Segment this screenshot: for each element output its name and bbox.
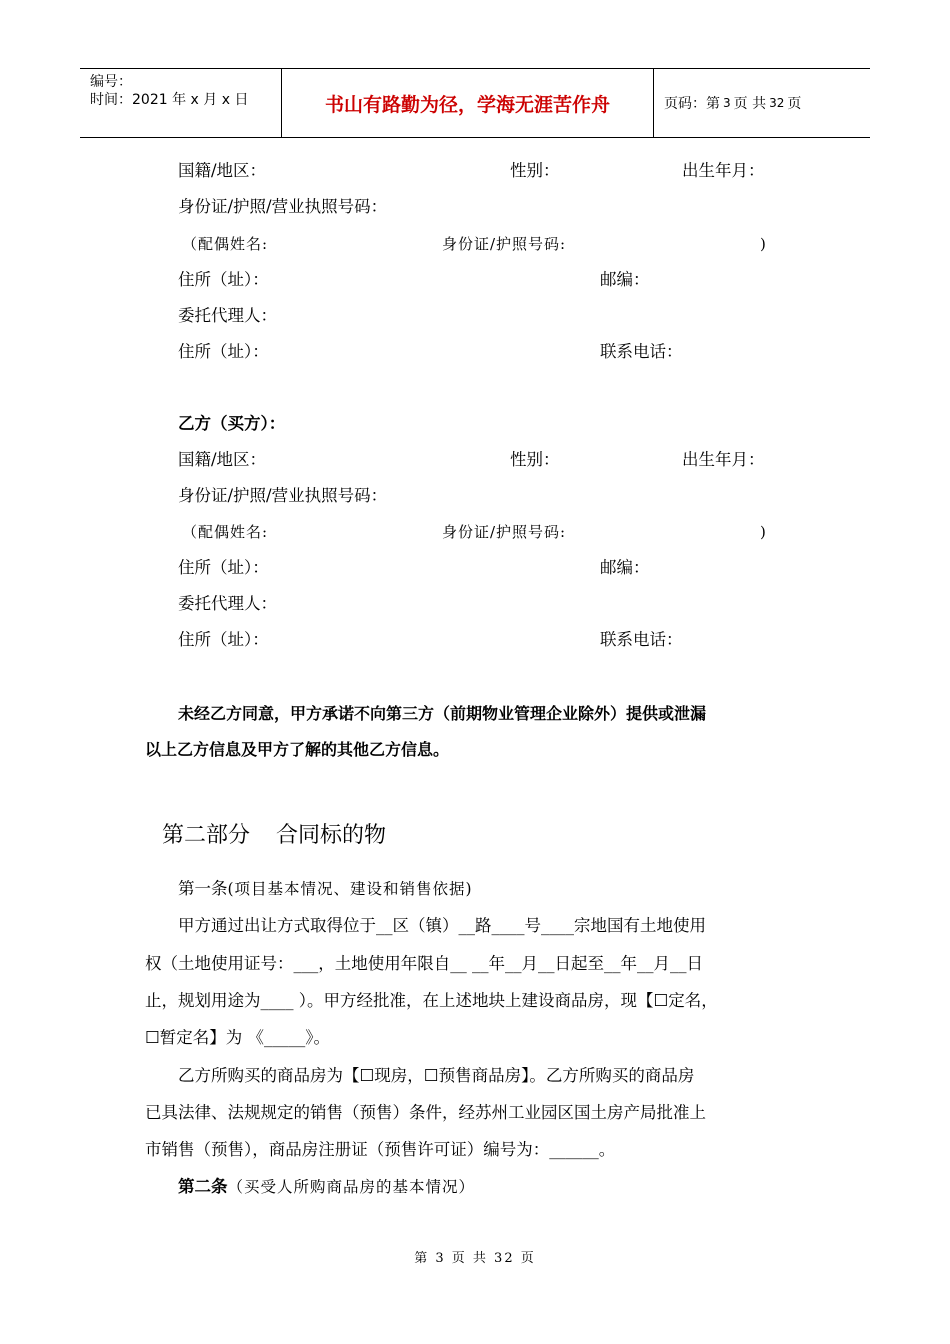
page-current: 3 bbox=[723, 96, 731, 110]
page-suffix: 页 bbox=[787, 96, 802, 112]
page-footer: 第 3 页 共 32 页 bbox=[414, 1251, 536, 1266]
buyer-gender: 性别： bbox=[510, 450, 560, 469]
header-motto: 书山有路勤为径，学海无涯苦作舟 bbox=[282, 69, 654, 137]
part2-heading bbox=[162, 818, 386, 849]
buyer-birth: 出生年月： bbox=[682, 450, 765, 469]
article1-p1-line-3: 止，规划用途为____ ）。甲方经批准，在上述地块上建设商品房，现【☐定名， bbox=[145, 991, 718, 1010]
article2-heading bbox=[178, 1176, 475, 1198]
seller-postcode: 邮编： bbox=[600, 270, 650, 289]
seller-birth: 出生年月： bbox=[682, 161, 765, 180]
page-total: 32 bbox=[769, 96, 785, 110]
header-table bbox=[80, 68, 870, 138]
article1-p2-line-3: 市销售（预售），商品房注册证（预售许可证）编号为：______。 bbox=[145, 1140, 616, 1159]
article1-p1-line-4: ☐暂定名】为 《_____》。 bbox=[145, 1028, 331, 1047]
header-page-info bbox=[654, 69, 870, 137]
page-prefix: 页码：第 bbox=[664, 96, 720, 112]
article1-p2-line-2: 已具法律、法规规定的销售（预售）条件，经苏州工业园区国土房产局批准上 bbox=[145, 1103, 706, 1122]
buyer-agent-address: 住所（址）： bbox=[178, 630, 269, 649]
article1-title-note: (项目基本情况、建设和销售依据) bbox=[227, 880, 473, 898]
part2-part: 第二部分 bbox=[162, 823, 251, 848]
buyer-postcode: 邮编： bbox=[600, 558, 650, 577]
seller-phone: 联系电话： bbox=[600, 342, 683, 361]
seller-id-number: 身份证/护照/营业执照号码： bbox=[178, 197, 388, 216]
article1-p2-line-1: 乙方所购买的商品房为【☐现房，☐预售商品房】。乙方所购买的商品房 bbox=[178, 1066, 695, 1085]
part2-title: 合同标的物 bbox=[276, 823, 387, 848]
seller-agent: 委托代理人： bbox=[178, 306, 277, 325]
seller-nationality: 国籍/地区： bbox=[178, 161, 267, 180]
buyer-id-number: 身份证/护照/营业执照号码： bbox=[178, 486, 388, 505]
seller-spouse-id: 身份证/护照号码: bbox=[442, 235, 567, 253]
buyer-phone: 联系电话： bbox=[600, 630, 683, 649]
article1-p1-line-1: 甲方通过出让方式取得位于__区（镇）__路____号____宗地国有土地使用 bbox=[178, 916, 706, 935]
buyer-agent: 委托代理人： bbox=[178, 594, 277, 613]
buyer-nationality: 国籍/地区： bbox=[178, 450, 267, 469]
article1-title: 第一条 bbox=[178, 879, 228, 898]
privacy-line-2: 以上乙方信息及甲方了解的其他乙方信息。 bbox=[145, 740, 450, 759]
buyer-address: 住所（址）： bbox=[178, 558, 269, 577]
seller-agent-address: 住所（址）： bbox=[178, 342, 269, 361]
serial-label: 编号： bbox=[90, 74, 132, 90]
seller-spouse-close: ) bbox=[760, 235, 767, 253]
seller-spouse-name: （配偶姓名: bbox=[182, 235, 269, 253]
article1-p1-line-2: 权（土地使用证号：___，土地使用年限自__ __年__月__日起至__年__月__日 bbox=[145, 954, 703, 973]
article1-heading bbox=[178, 878, 473, 900]
buyer-spouse-name: （配偶姓名: bbox=[182, 523, 269, 541]
article2-title: 第二条 bbox=[178, 1177, 228, 1196]
buyer-spouse-close: ) bbox=[760, 523, 767, 541]
page-mid: 页 共 bbox=[733, 96, 767, 112]
buyer-title: 乙方（买方）： bbox=[178, 414, 286, 433]
seller-gender: 性别： bbox=[510, 161, 560, 180]
buyer-spouse-id: 身份证/护照号码: bbox=[442, 523, 567, 541]
seller-address: 住所（址）： bbox=[178, 270, 269, 289]
privacy-line-1: 未经乙方同意，甲方承诺不向第三方（前期物业管理企业除外）提供或泄漏 bbox=[178, 704, 707, 723]
time-label: 时间：2021 年 x 月 x 日 bbox=[90, 92, 249, 108]
header-left-cell bbox=[80, 69, 282, 137]
article2-title-note: （买受人所购商品房的基本情况） bbox=[227, 1178, 476, 1196]
